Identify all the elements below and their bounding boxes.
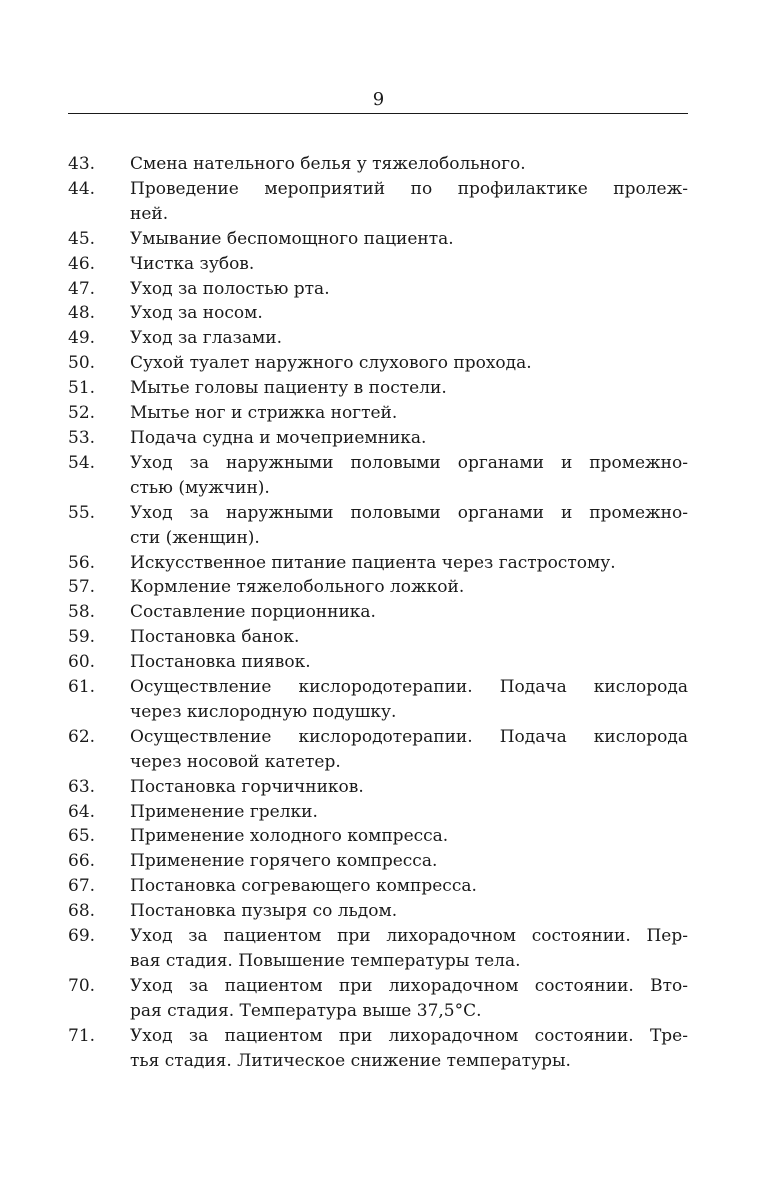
header-rule [68, 113, 688, 114]
list-item-number: 59. [68, 627, 96, 648]
list-item-text [130, 575, 688, 600]
list-item-number: 70. [68, 975, 96, 996]
list-item-text [130, 924, 688, 974]
text-line: Постановка банок. [130, 627, 300, 648]
list-item [68, 326, 688, 351]
list-item [68, 899, 688, 924]
list-item [68, 451, 688, 501]
text-line: Уход за наружными половыми органами и промежно- [130, 502, 688, 523]
text-line: тья стадия. Литическое снижение температуры. [130, 1050, 571, 1071]
list-item-text [130, 326, 688, 351]
list-item [68, 252, 688, 277]
text-line: рая стадия. Температура выше 37,5°С. [130, 1000, 482, 1021]
list-item [68, 376, 688, 401]
list-item-text [130, 177, 688, 227]
list-item [68, 277, 688, 302]
text-line: Уход за пациентом при лихорадочном состоянии. Тре- [130, 1025, 688, 1046]
list-item [68, 177, 688, 227]
list-item-number: 63. [68, 776, 96, 797]
text-line: Осуществление кислородотерапии. Подача кислорода [130, 677, 688, 698]
list-item-text [130, 874, 688, 899]
list-item-text [130, 451, 688, 501]
list-item-number: 57. [68, 577, 96, 598]
list-item-number: 50. [68, 353, 96, 374]
list-item [68, 1024, 688, 1074]
list-item-text [130, 351, 688, 376]
text-line: Постановка горчичников. [130, 776, 364, 797]
text-line: ней. [130, 203, 169, 224]
list-item-number: 49. [68, 328, 96, 349]
list-item [68, 625, 688, 650]
text-line: Искусственное питание пациента через гастростому. [130, 552, 616, 573]
list-item-text [130, 849, 688, 874]
list-item-number: 47. [68, 278, 96, 299]
list-item [68, 924, 688, 974]
list-item-text [130, 426, 688, 451]
list-item [68, 301, 688, 326]
text-line: Уход за пациентом при лихорадочном состоянии. Пер- [130, 926, 688, 947]
list-item [68, 874, 688, 899]
list-item [68, 775, 688, 800]
list-item-number: 48. [68, 303, 96, 324]
text-line: вая стадия. Повышение температуры тела. [130, 951, 521, 971]
list-item [68, 152, 688, 177]
list-item [68, 974, 688, 1024]
text-line: Уход за наружными половыми органами и промежно- [130, 452, 688, 473]
text-line: Уход за носом. [130, 303, 263, 324]
text-line: Кормление тяжелобольного ложкой. [130, 577, 465, 598]
list-item [68, 426, 688, 451]
list-item [68, 849, 688, 874]
text-line: Применение грелки. [130, 801, 318, 822]
text-line: Постановка согревающего компресса. [130, 876, 477, 897]
text-line: Уход за глазами. [130, 328, 282, 349]
text-line: Осуществление кислородотерапии. Подача кислорода [130, 726, 688, 747]
list-item [68, 800, 688, 825]
list-item-text [130, 775, 688, 800]
list-item-text [130, 824, 688, 849]
list-item [68, 227, 688, 252]
list-item-number: 54. [68, 452, 96, 473]
list-item-number: 45. [68, 228, 96, 249]
list-item [68, 650, 688, 675]
text-line: Уход за полостью рта. [130, 278, 330, 299]
text-line: Чистка зубов. [130, 253, 255, 274]
list-item [68, 824, 688, 849]
list-item-number: 62. [68, 726, 96, 747]
list-item-text [130, 974, 688, 1024]
list-item [68, 501, 688, 551]
list-item-text [130, 376, 688, 401]
list-item [68, 600, 688, 625]
text-line: через носовой катетер. [130, 751, 341, 772]
list-item-number: 64. [68, 801, 96, 822]
list-item-number: 60. [68, 652, 96, 673]
text-line: Мытье головы пациенту в постели. [130, 378, 447, 399]
list-item-text [130, 401, 688, 426]
text-line: стью (мужчин). [130, 477, 270, 498]
text-line: Проведение мероприятий по профилактике пролеж- [130, 178, 688, 199]
list-item-number: 65. [68, 826, 96, 847]
numbered-list [68, 152, 688, 1074]
page-number: 9 [372, 89, 385, 110]
text-line: Применение горячего компресса. [130, 851, 438, 872]
list-item-text [130, 650, 688, 675]
list-item-number: 66. [68, 851, 96, 872]
list-item [68, 725, 688, 775]
text-line: Уход за пациентом при лихорадочном состоянии. Вто- [130, 975, 688, 996]
list-item-text [130, 725, 688, 775]
text-line: Подача судна и мочеприемника. [130, 427, 427, 448]
list-item-number: 61. [68, 677, 96, 698]
list-item-number: 44. [68, 178, 96, 199]
list-item-text [130, 252, 688, 277]
list-item-number: 55. [68, 502, 96, 523]
list-item-text [130, 301, 688, 326]
list-item-text [130, 277, 688, 302]
text-line: сти (женщин). [130, 527, 260, 548]
list-item-text [130, 800, 688, 825]
text-line: Применение холодного компресса. [130, 826, 449, 847]
text-line: Постановка пузыря со льдом. [130, 901, 398, 922]
list-item-text [130, 501, 688, 551]
list-item [68, 675, 688, 725]
list-item-number: 56. [68, 552, 96, 573]
text-line: Умывание беспомощного пациента. [130, 228, 454, 249]
list-item [68, 401, 688, 426]
list-item-text [130, 899, 688, 924]
list-item-number: 68. [68, 901, 96, 922]
list-item-number: 43. [68, 154, 96, 174]
list-item-number: 67. [68, 876, 96, 897]
list-item-number: 58. [68, 602, 96, 623]
list-item-text [130, 1024, 688, 1074]
list-item-number: 51. [68, 378, 96, 399]
list-item-text [130, 600, 688, 625]
list-item-text [130, 625, 688, 650]
list-item [68, 551, 688, 576]
list-item-number: 71. [68, 1025, 96, 1046]
text-line: Смена нательного белья у тяжелобольного. [130, 154, 526, 174]
list-item-text [130, 152, 688, 177]
list-item-number: 52. [68, 403, 96, 424]
list-item [68, 351, 688, 376]
text-line: Постановка пиявок. [130, 652, 311, 673]
text-line: через кислородную подушку. [130, 701, 397, 722]
list-item-number: 46. [68, 253, 96, 274]
list-item-number: 53. [68, 427, 96, 448]
list-item-text [130, 551, 688, 576]
list-item [68, 575, 688, 600]
text-line: Составление порционника. [130, 602, 376, 623]
list-item-text [130, 227, 688, 252]
text-line: Мытье ног и стрижка ногтей. [130, 403, 398, 424]
list-item-number: 69. [68, 926, 96, 947]
list-item-text [130, 675, 688, 725]
text-line: Сухой туалет наружного слухового прохода. [130, 353, 532, 374]
